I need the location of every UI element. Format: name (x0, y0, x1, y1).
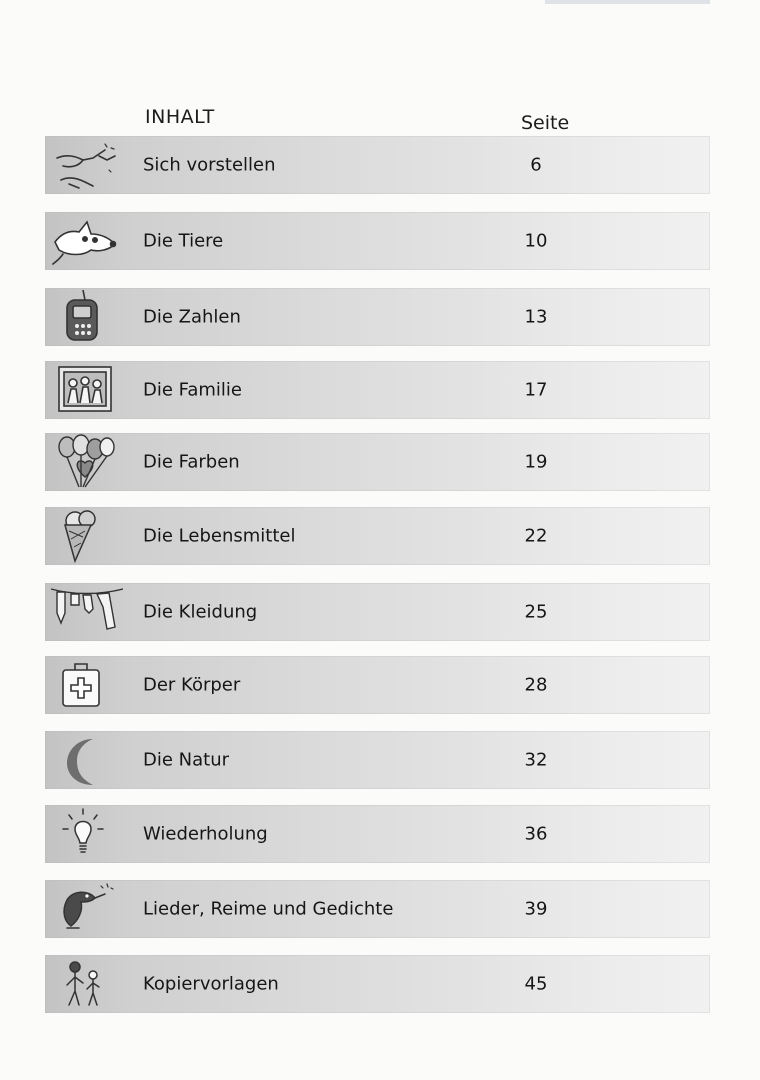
lightbulb-icon (49, 805, 123, 863)
toc-row[interactable] (45, 583, 710, 641)
toc-row[interactable] (45, 805, 710, 863)
toc-row[interactable] (45, 361, 710, 419)
family-picture-icon (49, 361, 123, 419)
toc-row[interactable] (45, 656, 710, 714)
toc-page-number: 17 (524, 379, 548, 401)
page-column-heading: Seite (521, 112, 570, 134)
balloons-icon (49, 433, 123, 491)
toc-page-number: 6 (530, 154, 542, 176)
toc-row[interactable] (45, 433, 710, 491)
toc-row[interactable] (45, 212, 710, 270)
toc-page-number: 22 (524, 525, 548, 547)
scan-edge-mark (545, 0, 710, 4)
dog-icon (49, 212, 123, 270)
toc-title: Wiederholung (143, 823, 268, 845)
figures-icon (49, 955, 123, 1013)
toc-page-number: 19 (524, 451, 548, 473)
toc-title: Die Zahlen (143, 306, 241, 328)
toc-title: Die Farben (143, 451, 240, 473)
handshake-icon (49, 136, 123, 194)
singing-dog-icon (49, 880, 123, 938)
toc-page-number: 39 (524, 898, 548, 920)
toc-page-number: 45 (524, 973, 548, 995)
toc-row[interactable] (45, 880, 710, 938)
toc-page-number: 25 (524, 601, 548, 623)
toc-row[interactable] (45, 507, 710, 565)
phone-icon (49, 288, 123, 346)
toc-title: Die Lebensmittel (143, 525, 296, 547)
toc-page-number: 32 (524, 749, 548, 771)
toc-row[interactable] (45, 136, 710, 194)
toc-row[interactable] (45, 731, 710, 789)
toc-row[interactable] (45, 288, 710, 346)
toc-page-number: 36 (524, 823, 548, 845)
toc-title: Kopiervorlagen (143, 973, 279, 995)
toc-page-number: 28 (524, 674, 548, 696)
toc-title: Die Tiere (143, 230, 224, 252)
toc-title: Sich vorstellen (143, 154, 276, 176)
toc-page-number: 10 (524, 230, 548, 252)
toc-page-number: 13 (524, 306, 548, 328)
moon-icon (49, 731, 123, 789)
toc-row[interactable] (45, 955, 710, 1013)
ice-cream-icon (49, 507, 123, 565)
toc-title: Der Körper (143, 674, 241, 696)
first-aid-kit-icon (49, 656, 123, 714)
toc-title: Die Familie (143, 379, 242, 401)
clothesline-icon (49, 583, 123, 641)
toc-title: Lieder, Reime und Gedichte (143, 898, 394, 920)
toc-title: Die Kleidung (143, 601, 258, 623)
contents-heading: INHALT (145, 106, 215, 128)
toc-title: Die Natur (143, 749, 230, 771)
